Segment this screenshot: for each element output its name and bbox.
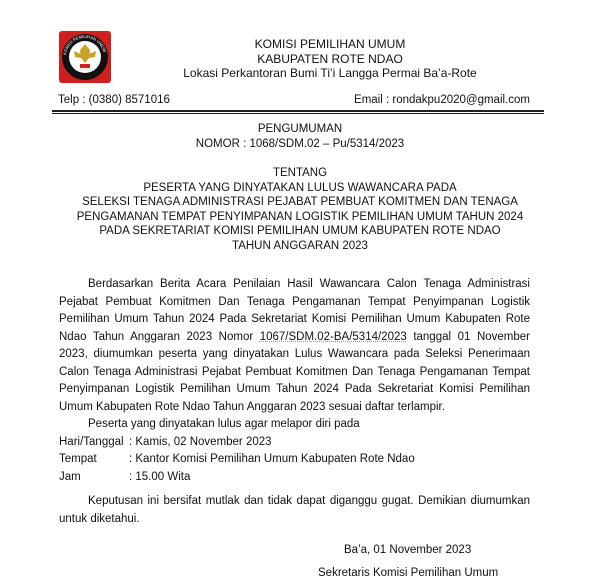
header-divider-thin: [52, 113, 544, 114]
closing-paragraph: Keputusan ini bersifat mutlak dan tidak dapat diganggu gugat. Demikian diumumkan untuk diketahui.: [59, 495, 530, 525]
subject-line: SELEKSI TENAGA ADMINISTRASI PEJABAT PEMBUAT KOMITMEN DAN TENAGA: [82, 196, 518, 208]
logo-ring-text: KOMISI PEMILIHAN UMUM: [62, 33, 108, 56]
about-label: TENTANG: [272, 167, 328, 179]
letterhead: [120, 37, 540, 81]
report-instruction: Peserta yang dinyatakan lulus agar melapor diri pada: [88, 418, 360, 430]
org-name: KOMISI PEMILIHAN UMUM: [254, 37, 406, 51]
schedule-value: : 15.00 Wita: [129, 470, 191, 483]
schedule-row: [59, 469, 530, 487]
schedule-row: [59, 434, 530, 452]
body-section: [59, 276, 530, 528]
kpu-logo-icon: [59, 31, 111, 83]
org-region: KABUPATEN ROTE NDAO: [257, 51, 403, 66]
contact-line: [58, 94, 530, 106]
paragraph-main-text: Berdasarkan Berita Acara Penilaian Hasil Wawancara Calon Tenaga Administrasi Pejabat Pembuat Komitmen Dan Tenaga Pengamanan Tempat Penyimpanan Logistik Pemilihan Umum Tahun 2024 Pada Sekretariat Komisi Pemilihan Umum Kabupaten Rote Ndao Tahun Anggaran 2023 Nomor: [59, 278, 530, 343]
header-divider-thick: [52, 110, 544, 112]
schedule-label: Tempat: [59, 453, 97, 465]
schedule-value: : Kamis, 02 November 2023: [129, 435, 272, 448]
reference-number: 1067/SDM.02-BA/5314/2023: [259, 330, 407, 343]
signature-place-date: Ba’a, 01 November 2023: [344, 544, 472, 556]
schedule-label: Hari/Tanggal: [59, 435, 124, 448]
subject-line: TAHUN ANGGARAN 2023: [232, 239, 368, 252]
announcement-number: NOMOR : 1068/SDM.02 – Pu/5314/2023: [195, 137, 405, 150]
signature-position: Sekretaris Komisi Pemilihan Umum: [318, 567, 499, 579]
subject-line: PADA SEKRETARIAT KOMISI PEMILIHAN UMUM KABUPATEN ROTE NDAO: [99, 225, 501, 237]
announcement-heading: [60, 122, 540, 151]
subject-line: PESERTA YANG DINYATAKAN LULUS WAWANCARA PADA: [143, 181, 457, 194]
subject-line: PENGAMANAN TEMPAT PENYIMPANAN LOGISTIK PEMILIHAN UMUM TAHUN 2024: [76, 210, 524, 223]
schedule-value: : Kantor Komisi Pemilihan Umum Kabupaten Rote Ndao: [129, 453, 415, 465]
paragraph-main: [59, 276, 530, 416]
email-text: Email : rondakpu2020@gmail.com: [354, 94, 530, 106]
schedule-label: Jam: [59, 470, 81, 483]
schedule-row: [59, 451, 530, 469]
org-address: Lokasi Perkantoran Bumi Ti’i Langga Permai Ba’a-Rote: [183, 66, 477, 80]
paragraph-main-text-cont: tanggal 01 November 2023, diumumkan peserta yang dinyatakan Lulus Wawancara pada Seleksi Penerimaan Calon Tenaga Administrasi Pejabat Pembuat Komitmen Dan Tenaga Pengamanan Tempat Penyimpanan Logistik Pemilihan Umum Tahun 2024 Pada Sekretariat Komisi Pemilihan Umum Kabupaten Rote Ndao Tahun Anggaran 2023 sesuai daftar terlampir.: [59, 330, 530, 413]
announcement-title: PENGUMUMAN: [257, 123, 343, 135]
announcement-subject: [60, 166, 540, 253]
phone-text: Telp : (0380) 8571016: [58, 94, 170, 106]
schedule-list: [59, 434, 530, 487]
